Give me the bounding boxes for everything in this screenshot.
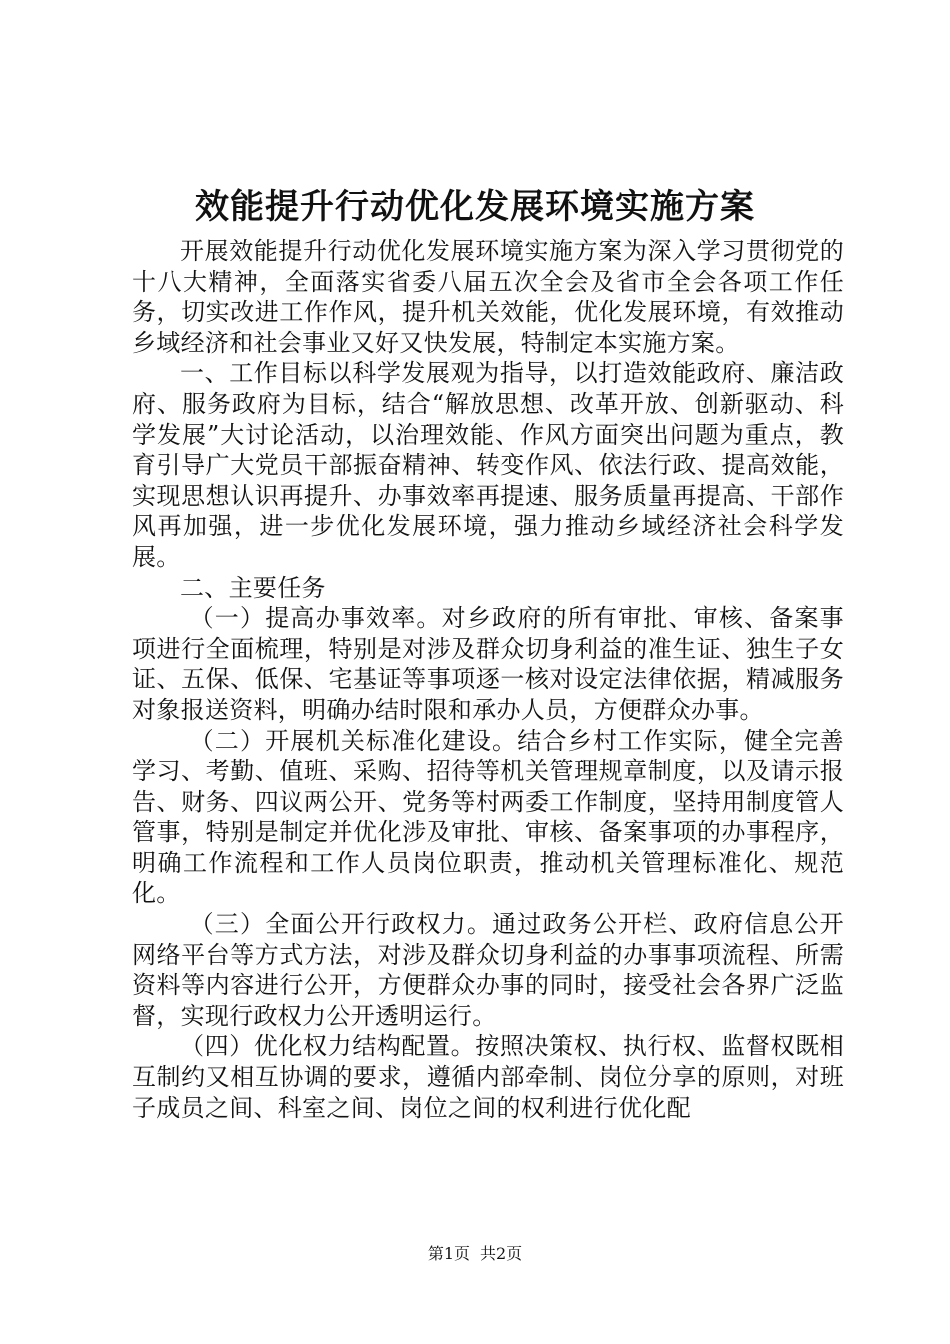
page-footer — [0, 1242, 950, 1266]
section-goals-paragraph: 一、工作目标以科学发展观为指导，以打造效能政府、廉洁政府、服务政府为目标，结合“解放思想、改革开放、创新驱动、科学发展”大讨论活动，以治理效能、作风方面突出问题为重点，教育引导广大党员干部振奋精神、转变作风、依法行政、提高效能，实现思想认识再提升、办事效率再提速、服务质量再提高、干部作风再加强，进一步优化发展环境，强力推动乡域经济社会科学发展。 — [132, 359, 844, 571]
task-4-paragraph: （四）优化权力结构配置。按照决策权、执行权、监督权既相互制约又相互协调的要求，遵循内部牵制、岗位分享的原则，对班子成员之间、科室之间、岗位之间的权利进行优化配 — [132, 1032, 844, 1122]
task-1-paragraph: （一）提高办事效率。对乡政府的所有审批、审核、备案事项进行全面梳理，特别是对涉及群众切身利益的准生证、独生子女证、五保、低保、宅基证等事项逐一核对设定法律依据，精减服务对象报送资料，明确办结时限和承办人员，方便群众办事。 — [132, 604, 844, 724]
section-tasks-heading: 二、主要任务 — [180, 573, 326, 602]
task-2-paragraph: （二）开展机关标准化建设。结合乡村工作实际，健全完善学习、考勤、值班、采购、招待等机关管理规章制度，以及请示报告、财务、四议两公开、党务等村两委工作制度，坚持用制度管人管事，特别是制定并优化涉及审批、审核、备案事项的办事程序，明确工作流程和工作人员岗位职责，推动机关管理标准化、规范化。 — [132, 726, 844, 908]
document-title: 效能提升行动优化发展环境实施方案 — [195, 187, 755, 227]
document-body — [132, 236, 844, 1123]
page-total: 共2页 — [480, 1244, 523, 1263]
task-3-paragraph: （三）全面公开行政权力。通过政务公开栏、政府信息公开网络平台等方式方法，对涉及群众切身利益的办事事项流程、所需资料等内容进行公开，方便群众办事的同时，接受社会各界广泛监督，实现行政权力公开透明运行。 — [132, 910, 844, 1030]
page-number: 第1页 — [427, 1244, 470, 1263]
intro-paragraph: 开展效能提升行动优化发展环境实施方案为深入学习贯彻党的十八大精神，全面落实省委八届五次全会及省市全会各项工作任务，切实改进工作作风，提升机关效能，优化发展环境，有效推动乡域经济和社会事业又好又快发展，特制定本实施方案。 — [132, 237, 844, 357]
